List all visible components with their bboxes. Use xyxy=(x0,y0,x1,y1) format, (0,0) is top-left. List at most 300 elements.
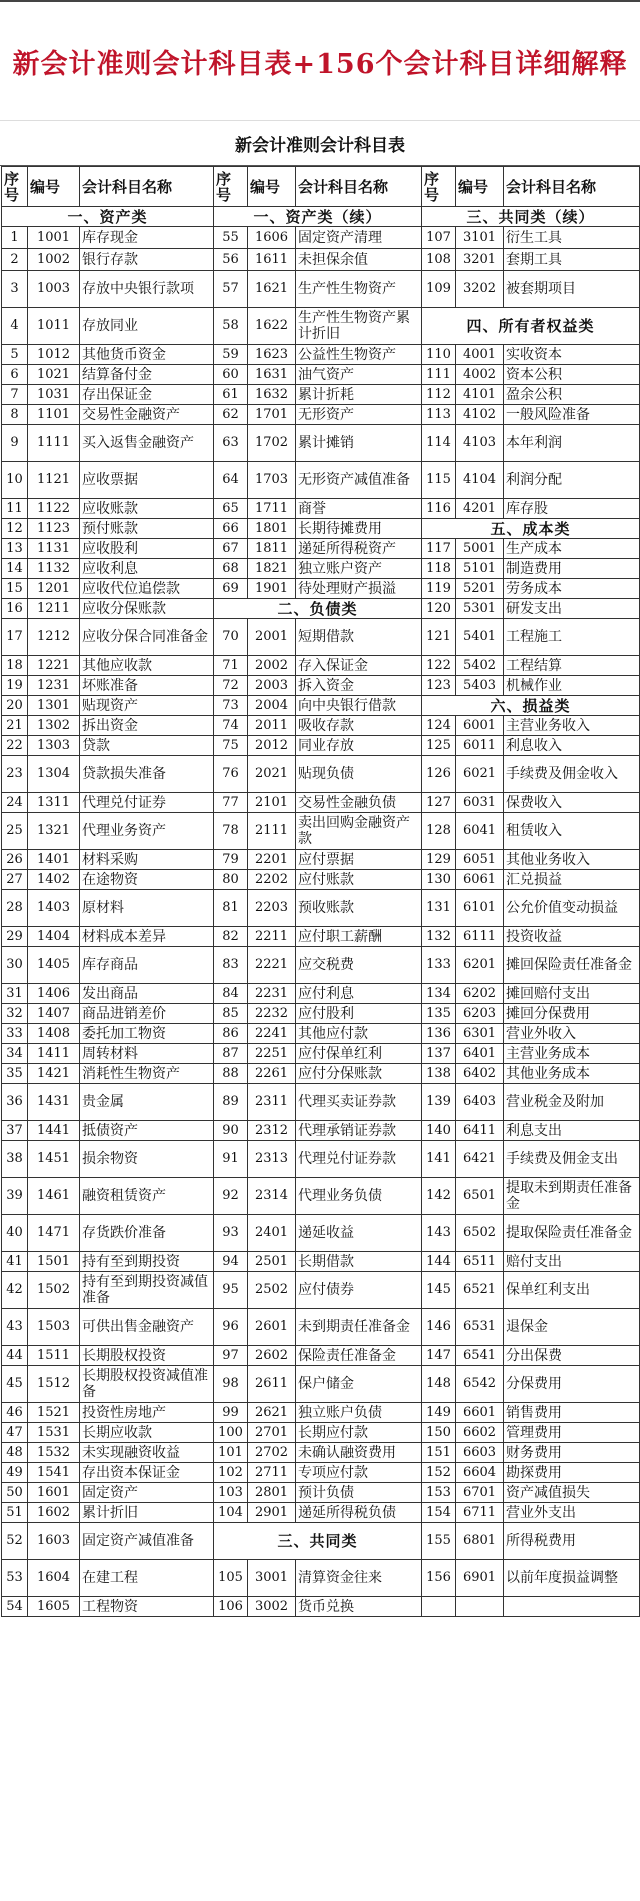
seq-cell: 148 xyxy=(422,1366,456,1403)
account-name-cell: 货币兑换 xyxy=(296,1597,422,1617)
account-name-cell: 应付债券 xyxy=(296,1272,422,1309)
seq-cell: 79 xyxy=(214,850,248,870)
seq-cell: 132 xyxy=(422,927,456,947)
account-name-cell: 其他应付款 xyxy=(296,1024,422,1044)
account-name-cell: 长期应付款 xyxy=(296,1423,422,1443)
code-cell: 2002 xyxy=(248,656,296,676)
account-name-cell: 贴现负债 xyxy=(296,756,422,793)
seq-cell: 27 xyxy=(2,870,28,890)
seq-cell: 141 xyxy=(422,1141,456,1178)
code-cell: 1611 xyxy=(248,249,296,271)
seq-cell: 78 xyxy=(214,813,248,850)
account-name-cell: 应付利息 xyxy=(296,984,422,1004)
code-cell: 6711 xyxy=(456,1503,504,1523)
header-code: 编号 xyxy=(28,167,80,207)
account-name-cell: 拆出资金 xyxy=(80,716,214,736)
code-cell: 2221 xyxy=(248,947,296,984)
account-name-cell: 工程结算 xyxy=(504,656,640,676)
seq-cell: 65 xyxy=(214,499,248,519)
seq-cell: 69 xyxy=(214,579,248,599)
account-name-cell: 委托加工物资 xyxy=(80,1024,214,1044)
code-cell: 3201 xyxy=(456,249,504,271)
code-cell: 1531 xyxy=(28,1423,80,1443)
seq-cell: 63 xyxy=(214,425,248,462)
seq-cell: 44 xyxy=(2,1346,28,1366)
seq-cell: 104 xyxy=(214,1503,248,1523)
account-name-cell: 存放中央银行款项 xyxy=(80,271,214,308)
seq-cell: 128 xyxy=(422,813,456,850)
code-cell: 2251 xyxy=(248,1044,296,1064)
account-name-cell: 在建工程 xyxy=(80,1560,214,1597)
code-cell: 6901 xyxy=(456,1560,504,1597)
seq-cell: 50 xyxy=(2,1483,28,1503)
account-name-cell: 退保金 xyxy=(504,1309,640,1346)
table-row xyxy=(2,1178,640,1215)
seq-cell: 116 xyxy=(422,499,456,519)
account-name-cell: 代理兑付证券款 xyxy=(296,1141,422,1178)
seq-cell: 40 xyxy=(2,1215,28,1252)
seq-cell: 57 xyxy=(214,271,248,308)
account-name-cell: 应收账款 xyxy=(80,499,214,519)
code-cell: 5401 xyxy=(456,619,504,656)
account-name-cell: 无形资产减值准备 xyxy=(296,462,422,499)
seq-cell: 119 xyxy=(422,579,456,599)
code-cell: 5402 xyxy=(456,656,504,676)
account-name-cell: 其他业务成本 xyxy=(504,1064,640,1084)
code-cell: 6201 xyxy=(456,947,504,984)
code-cell: 6202 xyxy=(456,984,504,1004)
code-cell: 2241 xyxy=(248,1024,296,1044)
code-cell: 1431 xyxy=(28,1084,80,1121)
code-cell: 2111 xyxy=(248,813,296,850)
account-name-cell xyxy=(504,1597,640,1617)
seq-cell: 29 xyxy=(2,927,28,947)
table-row xyxy=(2,947,640,984)
code-cell: 1811 xyxy=(248,539,296,559)
seq-cell: 103 xyxy=(214,1483,248,1503)
account-name-cell: 贷款损失准备 xyxy=(80,756,214,793)
account-name-cell: 资本公积 xyxy=(504,365,640,385)
header-seq: 序号 xyxy=(2,167,28,207)
table-row xyxy=(2,1403,640,1423)
seq-cell: 48 xyxy=(2,1443,28,1463)
seq-cell: 58 xyxy=(214,308,248,345)
code-cell: 2201 xyxy=(248,850,296,870)
table-row xyxy=(2,1443,640,1463)
code-cell: 1603 xyxy=(28,1523,80,1560)
seq-cell: 68 xyxy=(214,559,248,579)
table-row xyxy=(2,619,640,656)
account-name-cell: 利息收入 xyxy=(504,736,640,756)
seq-cell: 146 xyxy=(422,1309,456,1346)
table-row xyxy=(2,984,640,1004)
account-name-cell: 勘探费用 xyxy=(504,1463,640,1483)
account-name-cell: 代理买卖证券款 xyxy=(296,1084,422,1121)
code-cell: 1303 xyxy=(28,736,80,756)
seq-cell: 92 xyxy=(214,1178,248,1215)
account-name-cell: 原材料 xyxy=(80,890,214,927)
seq-cell: 153 xyxy=(422,1483,456,1503)
seq-cell: 81 xyxy=(214,890,248,927)
seq-cell: 96 xyxy=(214,1309,248,1346)
table-row xyxy=(2,499,640,519)
seq-cell: 46 xyxy=(2,1403,28,1423)
seq-cell: 33 xyxy=(2,1024,28,1044)
header-row xyxy=(2,167,640,207)
account-name-cell: 应收股利 xyxy=(80,539,214,559)
seq-cell: 107 xyxy=(422,227,456,249)
account-name-cell: 可供出售金融资产 xyxy=(80,1309,214,1346)
account-name-cell: 租赁收入 xyxy=(504,813,640,850)
code-cell: 1461 xyxy=(28,1178,80,1215)
code-cell: 1901 xyxy=(248,579,296,599)
account-name-cell: 贵金属 xyxy=(80,1084,214,1121)
account-name-cell: 独立账户资产 xyxy=(296,559,422,579)
account-name-cell: 以前年度损益调整 xyxy=(504,1560,640,1597)
code-cell: 2012 xyxy=(248,736,296,756)
account-name-cell: 库存股 xyxy=(504,499,640,519)
account-name-cell: 吸收存款 xyxy=(296,716,422,736)
seq-cell: 114 xyxy=(422,425,456,462)
account-name-cell: 衍生工具 xyxy=(504,227,640,249)
account-name-cell: 投资性房地产 xyxy=(80,1403,214,1423)
seq-cell: 16 xyxy=(2,599,28,619)
code-cell: 5301 xyxy=(456,599,504,619)
seq-cell: 70 xyxy=(214,619,248,656)
seq-cell: 115 xyxy=(422,462,456,499)
seq-cell: 110 xyxy=(422,345,456,365)
code-cell: 6101 xyxy=(456,890,504,927)
code-cell: 6501 xyxy=(456,1178,504,1215)
account-name-cell: 应收利息 xyxy=(80,559,214,579)
code-cell: 3101 xyxy=(456,227,504,249)
account-name-cell: 在途物资 xyxy=(80,870,214,890)
code-cell: 6041 xyxy=(456,813,504,850)
code-cell: 6801 xyxy=(456,1523,504,1560)
account-name-cell: 投资收益 xyxy=(504,927,640,947)
account-name-cell: 生产性生物资产 xyxy=(296,271,422,308)
code-cell: 6511 xyxy=(456,1252,504,1272)
account-name-cell: 营业外收入 xyxy=(504,1024,640,1044)
table-row xyxy=(2,385,640,405)
code-cell: 1512 xyxy=(28,1366,80,1403)
code-cell: 2001 xyxy=(248,619,296,656)
table-row xyxy=(2,1064,640,1084)
code-cell: 5201 xyxy=(456,579,504,599)
account-name-cell: 分保费用 xyxy=(504,1366,640,1403)
code-cell: 1402 xyxy=(28,870,80,890)
account-name-cell: 保费收入 xyxy=(504,793,640,813)
account-name-cell: 应交税费 xyxy=(296,947,422,984)
code-cell: 3002 xyxy=(248,1597,296,1617)
seq-cell: 85 xyxy=(214,1004,248,1024)
account-name-cell: 汇兑损益 xyxy=(504,870,640,890)
account-name-cell: 生产成本 xyxy=(504,539,640,559)
seq-cell: 22 xyxy=(2,736,28,756)
code-cell: 1221 xyxy=(28,656,80,676)
account-name-cell: 递延所得税负债 xyxy=(296,1503,422,1523)
account-name-cell: 持有至到期投资减值准备 xyxy=(80,1272,214,1309)
table-row xyxy=(2,1366,640,1403)
seq-cell: 62 xyxy=(214,405,248,425)
account-name-cell: 保险责任准备金 xyxy=(296,1346,422,1366)
code-cell: 1405 xyxy=(28,947,80,984)
code-cell: 4201 xyxy=(456,499,504,519)
seq-cell: 151 xyxy=(422,1443,456,1463)
account-name-cell: 应付分保账款 xyxy=(296,1064,422,1084)
seq-cell: 131 xyxy=(422,890,456,927)
table-row xyxy=(2,1084,640,1121)
code-cell: 2202 xyxy=(248,870,296,890)
seq-cell: 152 xyxy=(422,1463,456,1483)
seq-cell: 143 xyxy=(422,1215,456,1252)
account-name-cell: 提取保险责任准备金 xyxy=(504,1215,640,1252)
seq-cell: 90 xyxy=(214,1121,248,1141)
code-cell: 1602 xyxy=(28,1503,80,1523)
seq-cell: 19 xyxy=(2,676,28,696)
code-cell: 2203 xyxy=(248,890,296,927)
account-name-cell: 存货跌价准备 xyxy=(80,1215,214,1252)
seq-cell: 47 xyxy=(2,1423,28,1443)
code-cell: 1703 xyxy=(248,462,296,499)
header-account-name: 会计科目名称 xyxy=(504,167,640,207)
account-name-cell: 其他应收款 xyxy=(80,656,214,676)
seq-cell: 28 xyxy=(2,890,28,927)
code-cell: 6602 xyxy=(456,1423,504,1443)
account-name-cell: 买入返售金融资产 xyxy=(80,425,214,462)
code-cell: 6031 xyxy=(456,793,504,813)
account-name-cell: 向中央银行借款 xyxy=(296,696,422,716)
seq-cell: 73 xyxy=(214,696,248,716)
seq-cell: 31 xyxy=(2,984,28,1004)
account-name-cell: 卖出回购金融资产款 xyxy=(296,813,422,850)
code-cell: 1451 xyxy=(28,1141,80,1178)
seq-cell: 125 xyxy=(422,736,456,756)
seq-cell: 122 xyxy=(422,656,456,676)
table-row xyxy=(2,1423,640,1443)
table-row xyxy=(2,656,640,676)
seq-cell: 121 xyxy=(422,619,456,656)
account-name-cell: 套期工具 xyxy=(504,249,640,271)
table-row xyxy=(2,1463,640,1483)
seq-cell: 30 xyxy=(2,947,28,984)
seq-cell: 45 xyxy=(2,1366,28,1403)
account-name-cell: 存入保证金 xyxy=(296,656,422,676)
seq-cell: 66 xyxy=(214,519,248,539)
account-name-cell: 预付账款 xyxy=(80,519,214,539)
seq-cell: 102 xyxy=(214,1463,248,1483)
code-cell: 2901 xyxy=(248,1503,296,1523)
code-cell: 6541 xyxy=(456,1346,504,1366)
table-row xyxy=(2,345,640,365)
seq-cell: 112 xyxy=(422,385,456,405)
account-name-cell: 摊回分保费用 xyxy=(504,1004,640,1024)
accounts-table-body xyxy=(2,207,640,1617)
account-name-cell: 递延收益 xyxy=(296,1215,422,1252)
code-cell: 2021 xyxy=(248,756,296,793)
seq-cell: 117 xyxy=(422,539,456,559)
code-cell: 1702 xyxy=(248,425,296,462)
account-name-cell: 营业税金及附加 xyxy=(504,1084,640,1121)
seq-cell: 32 xyxy=(2,1004,28,1024)
seq-cell: 7 xyxy=(2,385,28,405)
code-cell: 6403 xyxy=(456,1084,504,1121)
account-name-cell: 手续费及佣金收入 xyxy=(504,756,640,793)
seq-cell: 155 xyxy=(422,1523,456,1560)
seq-cell: 17 xyxy=(2,619,28,656)
account-name-cell: 长期借款 xyxy=(296,1252,422,1272)
table-row xyxy=(2,716,640,736)
seq-cell: 52 xyxy=(2,1523,28,1560)
account-name-cell: 应付职工薪酬 xyxy=(296,927,422,947)
table-row xyxy=(2,579,640,599)
seq-cell: 53 xyxy=(2,1560,28,1597)
seq-cell: 21 xyxy=(2,716,28,736)
account-name-cell: 财务费用 xyxy=(504,1443,640,1463)
code-cell: 6203 xyxy=(456,1004,504,1024)
account-name-cell: 保单红利支出 xyxy=(504,1272,640,1309)
seq-cell: 108 xyxy=(422,249,456,271)
account-name-cell: 一般风险准备 xyxy=(504,405,640,425)
seq-cell: 10 xyxy=(2,462,28,499)
code-cell: 1711 xyxy=(248,499,296,519)
code-cell: 1632 xyxy=(248,385,296,405)
account-name-cell: 累计折耗 xyxy=(296,385,422,405)
table-row xyxy=(2,405,640,425)
code-cell: 2601 xyxy=(248,1309,296,1346)
header-seq: 序号 xyxy=(214,167,248,207)
code-cell: 1541 xyxy=(28,1463,80,1483)
code-cell: 4102 xyxy=(456,405,504,425)
table-row xyxy=(2,793,640,813)
code-cell: 2602 xyxy=(248,1346,296,1366)
code-cell: 1521 xyxy=(28,1403,80,1423)
code-cell: 2211 xyxy=(248,927,296,947)
account-name-cell: 代理业务资产 xyxy=(80,813,214,850)
account-name-cell: 手续费及佣金支出 xyxy=(504,1141,640,1178)
account-name-cell: 存放同业 xyxy=(80,308,214,345)
account-name-cell: 应收分保账款 xyxy=(80,599,214,619)
seq-cell: 23 xyxy=(2,756,28,793)
seq-cell: 6 xyxy=(2,365,28,385)
code-cell: 1231 xyxy=(28,676,80,696)
account-name-cell: 研发支出 xyxy=(504,599,640,619)
table-row xyxy=(2,462,640,499)
table-row xyxy=(2,271,640,308)
account-name-cell: 库存商品 xyxy=(80,947,214,984)
seq-cell: 5 xyxy=(2,345,28,365)
account-name-cell: 长期股权投资减值准备 xyxy=(80,1366,214,1403)
seq-cell: 41 xyxy=(2,1252,28,1272)
account-name-cell: 提取未到期责任准备金 xyxy=(504,1178,640,1215)
code-cell: 1021 xyxy=(28,365,80,385)
code-cell: 6502 xyxy=(456,1215,504,1252)
code-cell: 1211 xyxy=(28,599,80,619)
seq-cell: 34 xyxy=(2,1044,28,1064)
code-cell: 1404 xyxy=(28,927,80,947)
code-cell: 6603 xyxy=(456,1443,504,1463)
code-cell: 1212 xyxy=(28,619,80,656)
seq-cell: 84 xyxy=(214,984,248,1004)
section-heading: 六、损益类 xyxy=(422,696,640,716)
account-name-cell: 持有至到期投资 xyxy=(80,1252,214,1272)
header-seq: 序号 xyxy=(422,167,456,207)
table-row xyxy=(2,1024,640,1044)
code-cell: 4101 xyxy=(456,385,504,405)
code-cell: 1003 xyxy=(28,271,80,308)
account-name-cell: 预收账款 xyxy=(296,890,422,927)
code-cell: 2701 xyxy=(248,1423,296,1443)
account-name-cell: 机械作业 xyxy=(504,676,640,696)
account-name-cell: 代理业务负债 xyxy=(296,1178,422,1215)
account-name-cell: 未担保余值 xyxy=(296,249,422,271)
code-cell: 6301 xyxy=(456,1024,504,1044)
seq-cell: 118 xyxy=(422,559,456,579)
account-name-cell: 周转材料 xyxy=(80,1044,214,1064)
account-name-cell: 油气资产 xyxy=(296,365,422,385)
seq-cell: 135 xyxy=(422,1004,456,1024)
seq-cell: 101 xyxy=(214,1443,248,1463)
table-row xyxy=(2,559,640,579)
seq-cell: 109 xyxy=(422,271,456,308)
seq-cell: 82 xyxy=(214,927,248,947)
seq-cell: 147 xyxy=(422,1346,456,1366)
seq-cell: 4 xyxy=(2,308,28,345)
code-cell: 3001 xyxy=(248,1560,296,1597)
table-row xyxy=(2,1044,640,1064)
table-row xyxy=(2,1597,640,1617)
code-cell: 1502 xyxy=(28,1272,80,1309)
code-cell: 2711 xyxy=(248,1463,296,1483)
code-cell: 6531 xyxy=(456,1309,504,1346)
code-cell: 5001 xyxy=(456,539,504,559)
account-name-cell: 交易性金融负债 xyxy=(296,793,422,813)
account-name-cell: 未确认融资费用 xyxy=(296,1443,422,1463)
code-cell: 1503 xyxy=(28,1309,80,1346)
account-name-cell: 应收代位追偿款 xyxy=(80,579,214,599)
account-name-cell: 主营业务收入 xyxy=(504,716,640,736)
account-name-cell: 赔付支出 xyxy=(504,1252,640,1272)
code-cell: 1321 xyxy=(28,813,80,850)
seq-cell: 18 xyxy=(2,656,28,676)
table-row xyxy=(2,1503,640,1523)
code-cell: 3202 xyxy=(456,271,504,308)
code-cell: 6401 xyxy=(456,1044,504,1064)
seq-cell: 1 xyxy=(2,227,28,249)
account-name-cell: 制造费用 xyxy=(504,559,640,579)
seq-cell: 64 xyxy=(214,462,248,499)
table-row xyxy=(2,1523,640,1560)
code-cell: 6601 xyxy=(456,1403,504,1423)
code-cell xyxy=(456,1597,504,1617)
table-row xyxy=(2,1346,640,1366)
seq-cell: 100 xyxy=(214,1423,248,1443)
table-title: 新会计准则会计科目表 xyxy=(0,121,640,166)
seq-cell: 120 xyxy=(422,599,456,619)
code-cell: 1304 xyxy=(28,756,80,793)
code-cell: 2232 xyxy=(248,1004,296,1024)
account-name-cell: 库存现金 xyxy=(80,227,214,249)
account-name-cell: 存出保证金 xyxy=(80,385,214,405)
seq-cell: 154 xyxy=(422,1503,456,1523)
code-cell: 1421 xyxy=(28,1064,80,1084)
account-name-cell: 固定资产 xyxy=(80,1483,214,1503)
code-cell: 1631 xyxy=(248,365,296,385)
seq-cell: 124 xyxy=(422,716,456,736)
seq-cell: 71 xyxy=(214,656,248,676)
account-name-cell: 拆入资金 xyxy=(296,676,422,696)
code-cell: 2313 xyxy=(248,1141,296,1178)
